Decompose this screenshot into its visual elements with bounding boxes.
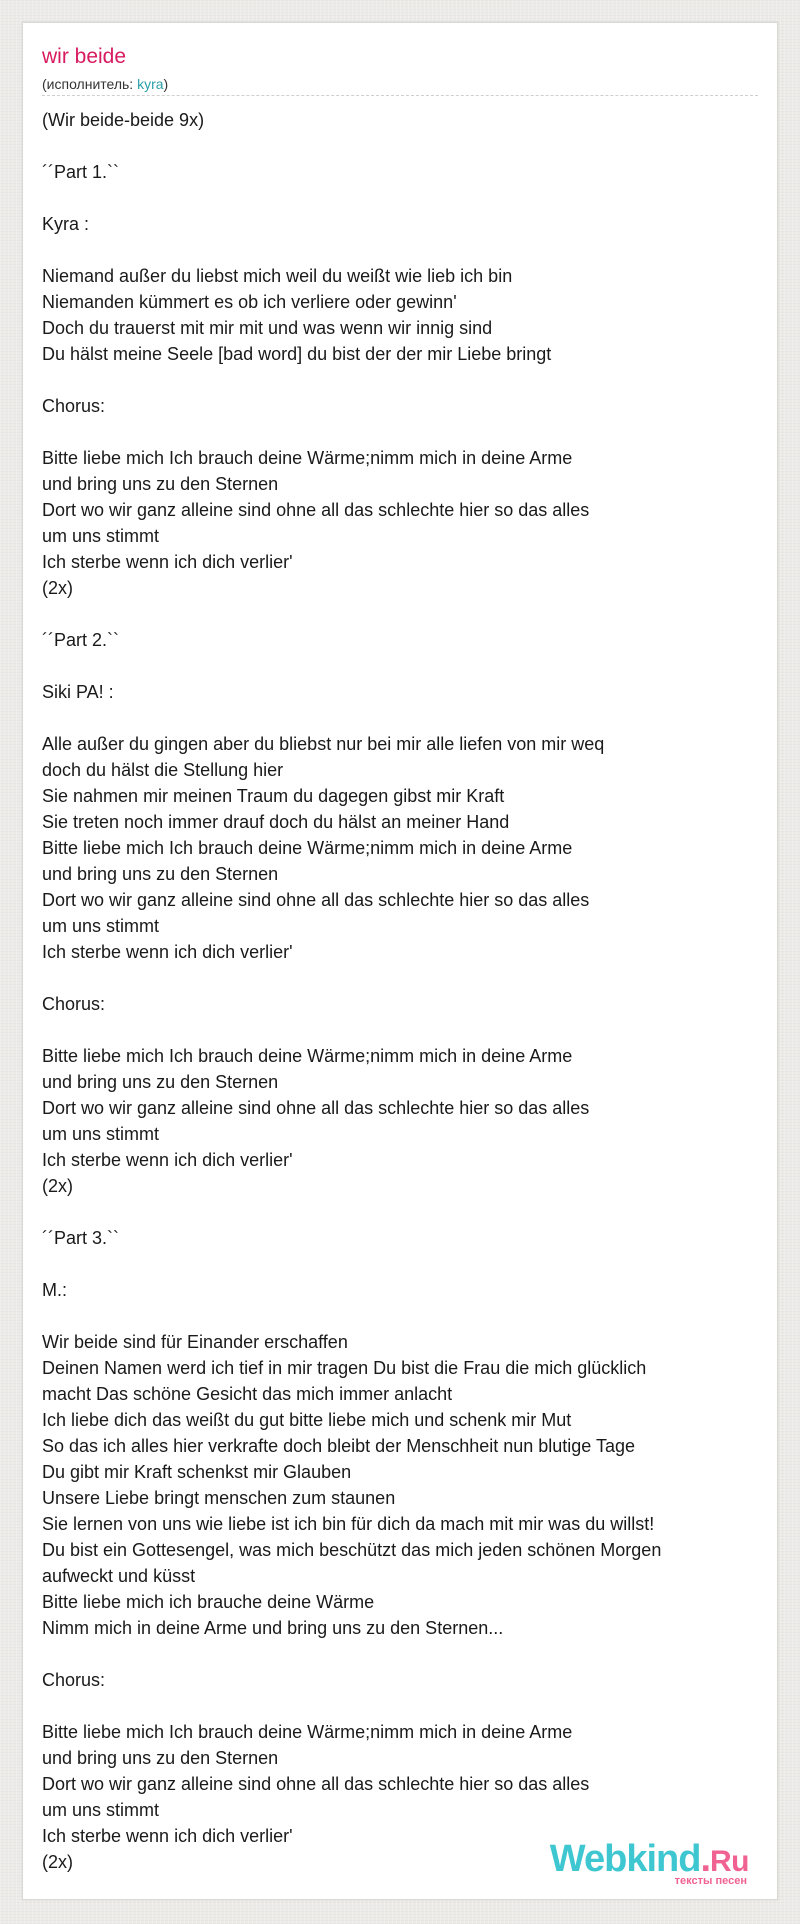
logo-tagline: тексты песен — [674, 1875, 747, 1887]
header-divider — [42, 95, 758, 96]
logo-tld: Ru — [710, 1845, 749, 1878]
performer-line — [42, 75, 168, 93]
lyrics-text: (Wir beide-beide 9x) ´´Part 1.`` Kyra : Niemand außer du liebst mich weil du weißt wie lieb ich bin Niemanden kümmert es ob ich verliere oder gewinn' Doch du trauerst mit mir mit und was wenn wir innig sind Du hälst meine Seele [bad word] du bist der der mir Liebe bringt Chorus: Bitte liebe mich Ich brauch deine Wärme;nimm mich in deine Arme und bring uns zu den Sternen Dort wo wir ganz alleine sind ohne all das schlechte hier so das alles um uns stimmt Ich sterbe wenn ich dich verlier' (2x) ´´Part 2.`` Siki PA! : Alle außer du gingen aber du bliebst nur bei mir alle liefen von mir weq doch du hälst die Stellung hier Sie nahmen mir meinen Traum du dagegen gibst mir Kraft Sie treten noch immer drauf doch du hälst an meiner Hand Bitte liebe mich Ich brauch deine Wärme;nimm mich in deine Arme und bring uns zu den Sternen Dort wo wir ganz alleine sind ohne all das schlechte hier so das alles um uns stimmt Ich sterbe wenn ich dich verlier' Chorus: Bitte liebe mich Ich brauch deine Wärme;nimm mich in deine Arme und bring uns zu den Sternen Dort wo wir ganz alleine sind ohne all das schlechte hier so das alles um uns stimmt Ich sterbe wenn ich dich verlier' (2x) ´´Part 3.`` M.: Wir beide sind für Einander erschaffen Deinen Namen werd ich tief in mir tragen Du bist die Frau die mich glücklich macht Das schöne Gesicht das mich immer anlacht Ich liebe dich das weißt du gut bitte liebe mich und schenk mir Mut So das ich alles hier verkrafte doch bleibt der Menschheit nun blutige Tage Du gibt mir Kraft schenkst mir Glauben Unsere Liebe bringt menschen zum staunen Sie lernen von uns wie liebe ist ich bin für dich da mach mit mir was du willst! Du bist ein Gottesengel, was mich beschützt das mich jeden schönen Morgen aufweckt und küsst Bitte liebe mich ich brauche deine Wärme Nimm mich in deine Arme und bring uns zu den Sternen... Chorus: Bitte liebe mich Ich brauch deine Wärme;nimm mich in deine Arme und bring uns zu den Sternen Dort wo wir ganz alleine sind ohne all das schlechte hier so das alles um uns stimmt Ich sterbe wenn ich dich verlier' (2x) — [42, 110, 662, 1872]
lyrics-card — [22, 22, 778, 1900]
logo-dot: . — [700, 1838, 710, 1880]
performer-prefix: (исполнитель: — [42, 76, 138, 92]
logo-name: Webkind — [549, 1838, 701, 1880]
performer-suffix: ) — [163, 76, 169, 92]
artist-link[interactable]: kyra — [137, 76, 164, 92]
song-title: wir beide — [42, 45, 127, 68]
site-logo[interactable] — [550, 1840, 749, 1887]
logo-wordmark — [550, 1840, 749, 1878]
